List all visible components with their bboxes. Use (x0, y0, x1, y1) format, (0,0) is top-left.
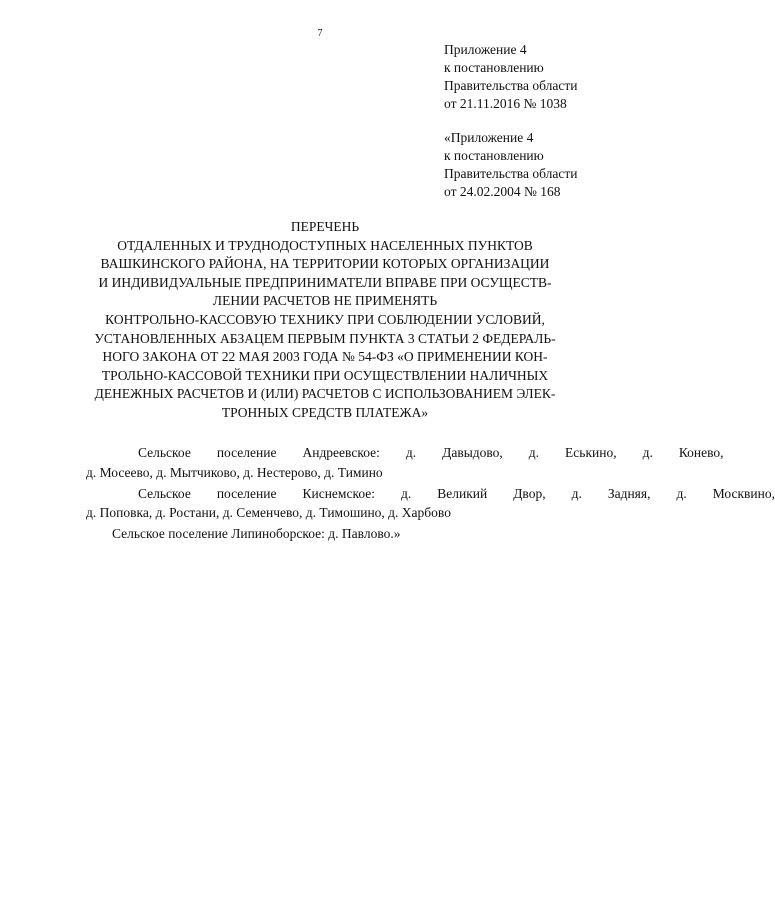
word: Андреевское: (302, 445, 380, 460)
word: поселение (216, 485, 277, 501)
appendix-line: Приложение 4 (444, 42, 527, 57)
word: Задняя, (607, 485, 651, 501)
settlement-line: д. Мосеево, д. Мытчиково, д. Нестерово, д. Тимино (86, 464, 383, 480)
appendix-line: Правительства области (444, 166, 578, 181)
word: Москвино, (712, 485, 775, 501)
title-line: УСТАНОВЛЕННЫХ АБЗАЦЕМ ПЕРВЫМ ПУНКТА 3 СТАТЬИ 2 ФЕДЕРАЛЬ- (94, 330, 556, 346)
document-title (70, 218, 580, 423)
appendix-line: «Приложение 4 (444, 130, 534, 145)
appendix-line: к постановлению (444, 60, 544, 75)
word: д. (571, 485, 582, 501)
title-line: ОТДАЛЕННЫХ И ТРУДНОДОСТУПНЫХ НАСЕЛЕННЫХ ПУНКТОВ (117, 237, 533, 253)
title-line: НОГО ЗАКОНА ОТ 22 МАЯ 2003 ГОДА № 54-ФЗ «О ПРИМЕНЕНИИ КОН- (102, 349, 548, 365)
title-line: И ИНДИВИДУАЛЬНЫЕ ПРЕДПРИНИМАТЕЛИ ВПРАВЕ ПРИ ОСУЩЕСТВ- (98, 274, 552, 290)
title-line: ПЕРЕЧЕНЬ (290, 219, 360, 234)
title-line: ТРОННЫХ СРЕДСТВ ПЛАТЕЖА» (221, 404, 429, 420)
title-line: ЛЕНИИ РАСЧЕТОВ НЕ ПРИМЕНЯТЬ (212, 293, 438, 309)
word: Давыдово, (442, 445, 503, 460)
word: Двор, (513, 485, 546, 501)
word: Великий (437, 485, 488, 501)
word: Конево, (678, 445, 724, 460)
title-line: ДЕНЕЖНЫХ РАСЧЕТОВ И (ИЛИ) РАСЧЕТОВ С ИСПОЛЬЗОВАНИЕМ ЭЛЕК- (94, 386, 556, 402)
appendix-line: от 24.02.2004 № 168 (444, 184, 561, 199)
word: д. (528, 445, 540, 460)
appendix-line: к постановлению (444, 148, 544, 163)
appendix-current-reference (444, 41, 634, 113)
appendix-line: Правительства области (444, 78, 578, 93)
title-line: КОНТРОЛЬНО-КАССОВУЮ ТЕХНИКУ ПРИ СОБЛЮДЕНИИ УСЛОВИЙ, (105, 311, 545, 327)
settlement-paragraph (86, 443, 724, 482)
title-line: ВАШКИНСКОГО РАЙОНА, НА ТЕРРИТОРИИ КОТОРЫХ ОРГАНИЗАЦИИ (100, 256, 550, 272)
word: Сельское (138, 445, 191, 460)
appendix-original-reference (444, 129, 634, 201)
word: д. (642, 445, 653, 460)
word: д. (400, 485, 412, 501)
settlement-line: д. Поповка, д. Ростани, д. Семенчево, д. Тимошино, д. Харбово (86, 505, 451, 520)
settlement-paragraph (86, 524, 583, 544)
settlement-paragraph (86, 484, 775, 523)
word: Еськино, (565, 445, 617, 460)
settlement-line (86, 484, 775, 504)
word: Киснемское: (302, 485, 375, 501)
word: д. (676, 485, 687, 501)
word: Сельское (138, 485, 191, 501)
settlement-line: Сельское поселение Липиноборское: д. Павлово.» (112, 526, 401, 541)
settlement-list (86, 443, 775, 545)
appendix-line: от 21.11.2016 № 1038 (444, 96, 567, 111)
settlement-line (86, 443, 724, 463)
page-number: 7 (317, 28, 323, 39)
word: поселение (216, 445, 277, 460)
title-line: ТРОЛЬНО-КАССОВОЙ ТЕХНИКИ ПРИ ОСУЩЕСТВЛЕНИИ НАЛИЧНЫХ (101, 367, 549, 383)
word: д. (405, 445, 417, 460)
